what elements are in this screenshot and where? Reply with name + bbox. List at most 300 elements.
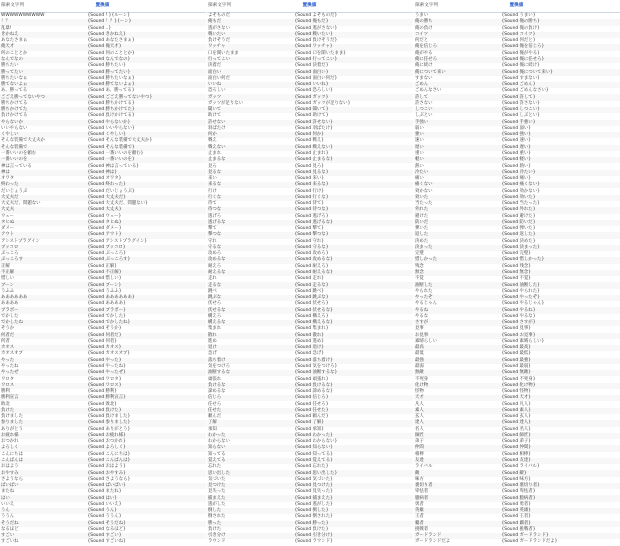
cell-replacement[interactable]: {Sound 俺の勝ち} xyxy=(501,19,540,25)
cell-replacement[interactable]: {Sound カオス} xyxy=(87,345,122,351)
table-row[interactable] xyxy=(0,452,206,458)
cell-replacement[interactable]: {Sound 勝った} xyxy=(294,520,329,526)
table-row[interactable] xyxy=(207,383,413,389)
table-row[interactable] xyxy=(207,539,413,545)
table-row[interactable] xyxy=(207,470,413,476)
cell-replacement[interactable]: {Sound 何のこととか} xyxy=(87,50,135,56)
table-row[interactable] xyxy=(207,63,413,69)
cell-replacement[interactable]: {Sound ダメー} xyxy=(87,226,122,232)
cell-search-string[interactable]: ワロタ xyxy=(1,376,15,382)
cell-replacement[interactable]: {Sound 負けそうだ} xyxy=(294,38,338,44)
table-row[interactable] xyxy=(414,333,620,339)
cell-search-string[interactable]: きかねえ xyxy=(1,31,19,37)
cell-replacement[interactable]: {Sound 逃げるな} xyxy=(294,219,333,225)
cell-replacement[interactable]: {Sound 決めた} xyxy=(501,238,536,244)
column-header-search-string[interactable]: 探索文字列 xyxy=(415,3,438,8)
cell-search-string[interactable]: うまい xyxy=(415,13,429,19)
table-row[interactable] xyxy=(0,333,206,339)
cell-replacement[interactable]: {Sound 許せない} xyxy=(294,119,333,125)
table-row[interactable] xyxy=(207,289,413,295)
cell-search-string[interactable]: 何だと xyxy=(415,38,429,44)
cell-search-string[interactable]: はい xyxy=(1,495,10,501)
table-row[interactable] xyxy=(0,19,206,25)
cell-search-string[interactable]: しつこい xyxy=(415,107,433,113)
cell-replacement[interactable]: {Sound 冷たい} xyxy=(501,169,536,175)
cell-search-string[interactable]: ああああああ xyxy=(1,295,28,301)
cell-replacement[interactable]: {Sound 速い} xyxy=(501,138,532,144)
cell-replacement[interactable]: {Sound やらないか} xyxy=(87,119,131,125)
table-row[interactable] xyxy=(414,282,620,288)
cell-replacement[interactable]: {Sound 来るな} xyxy=(294,182,329,188)
table-row[interactable] xyxy=(0,170,206,176)
cell-search-string[interactable]: 俺もだ xyxy=(208,19,222,25)
cell-search-string[interactable]: ガッツが足りない xyxy=(208,100,244,106)
cell-replacement[interactable]: {Sound 効いた} xyxy=(501,194,536,200)
cell-search-string[interactable]: 恐ろしい xyxy=(208,88,226,94)
table-row[interactable] xyxy=(0,401,206,407)
table-row[interactable] xyxy=(414,464,620,470)
table-row[interactable] xyxy=(0,420,206,426)
cell-replacement[interactable]: {Sound おやすみ} xyxy=(87,470,126,476)
cell-replacement[interactable]: {Sound 敗北} xyxy=(87,401,118,407)
cell-replacement[interactable]: {Sound 不覚} xyxy=(501,276,532,282)
cell-replacement[interactable]: {Sound 凡人} xyxy=(501,401,532,407)
cell-search-string[interactable]: 素人 xyxy=(415,407,424,413)
cell-search-string[interactable]: 俺を信じろ xyxy=(415,44,437,50)
cell-replacement[interactable]: {Sound 化け物} xyxy=(501,382,536,388)
cell-search-string[interactable]: 敗北 xyxy=(1,401,10,407)
table-row[interactable] xyxy=(0,51,206,57)
table-row[interactable] xyxy=(414,232,620,238)
cell-replacement[interactable]: {Sound 裏切り者} xyxy=(501,483,540,489)
cell-replacement[interactable]: {Sound 俺に任せろ} xyxy=(501,56,545,62)
table-row[interactable] xyxy=(207,69,413,75)
cell-search-string[interactable]: 神は xyxy=(1,169,10,175)
cell-replacement[interactable]: {Sound ガードランド} xyxy=(501,533,549,539)
table-row[interactable] xyxy=(207,232,413,238)
table-row[interactable] xyxy=(207,163,413,169)
table-row[interactable] xyxy=(207,170,413,176)
cell-search-string[interactable]: すごい xyxy=(1,533,15,539)
cell-search-string[interactable]: おはよう xyxy=(1,464,19,470)
cell-search-string[interactable]: 俺について来い xyxy=(415,69,446,75)
cell-replacement[interactable]: {Sound 参りました} xyxy=(87,420,131,426)
cell-search-string[interactable]: 最強 xyxy=(415,357,424,363)
cell-search-string[interactable]: 何者だ xyxy=(1,332,15,338)
cell-replacement[interactable]: {Sound 恐ろしい} xyxy=(294,88,333,94)
table-row[interactable] xyxy=(0,163,206,169)
cell-replacement[interactable]: {Sound ブッコロ} xyxy=(87,244,126,250)
cell-search-string[interactable]: やった xyxy=(1,357,15,363)
cell-search-string[interactable]: やるな xyxy=(415,313,429,319)
cell-replacement[interactable]: {Sound 構えろ} xyxy=(294,313,329,319)
cell-replacement[interactable]: {Sound 最高} xyxy=(501,345,532,351)
cell-replacement[interactable]: {Sound 許さない} xyxy=(501,100,540,106)
table-row[interactable] xyxy=(414,69,620,75)
cell-search-string[interactable]: 参りました xyxy=(1,420,23,426)
cell-search-string[interactable]: 弱い xyxy=(415,125,424,131)
cell-replacement[interactable]: {Sound 行け} xyxy=(294,188,325,194)
table-row[interactable] xyxy=(0,351,206,357)
cell-search-string[interactable]: 卑怯者 xyxy=(415,489,429,495)
cell-replacement[interactable]: {Sound 最弱} xyxy=(501,364,532,369)
cell-search-string[interactable]: やるね xyxy=(415,307,429,313)
cell-search-string[interactable]: 面白い xyxy=(208,69,222,75)
cell-replacement[interactable]: {Sound 何者} xyxy=(87,338,118,344)
cell-replacement[interactable]: {Sound ああああ} xyxy=(87,301,126,307)
cell-search-string[interactable]: 師匠 xyxy=(415,432,424,438)
cell-search-string[interactable]: ごごえ勝ってないやつ xyxy=(1,94,45,100)
cell-replacement[interactable]: {Sound コイツ} xyxy=(501,31,536,37)
table-row[interactable] xyxy=(0,88,206,94)
cell-replacement[interactable]: {Sound 玄人} xyxy=(501,414,532,420)
cell-search-string[interactable]: 任せろ xyxy=(208,401,222,407)
table-row[interactable] xyxy=(207,145,413,151)
cell-search-string[interactable]: 捕まえた xyxy=(208,495,226,501)
cell-replacement[interactable]: {Sound 止まれ} xyxy=(294,150,329,156)
cell-search-string[interactable]: アシストプラグイン xyxy=(1,238,40,244)
cell-search-string[interactable]: コイツ xyxy=(415,31,429,37)
cell-replacement[interactable]: {Sound 弾いた} xyxy=(501,226,536,232)
table-row[interactable] xyxy=(207,157,413,163)
cell-replacement[interactable]: {Sound 痛くない} xyxy=(501,182,540,188)
cell-search-string[interactable]: ブッコロ xyxy=(1,244,19,250)
cell-search-string[interactable]: 名人 xyxy=(415,426,424,432)
cell-search-string[interactable]: いいやらない xyxy=(1,125,28,131)
cell-replacement[interactable]: {Sound うまい} xyxy=(501,13,536,19)
cell-search-string[interactable]: こんにちは xyxy=(1,451,23,457)
cell-replacement[interactable]: {Sound 負けかけてる} xyxy=(87,113,135,119)
cell-replacement[interactable]: {Sound 王者} xyxy=(501,514,532,520)
cell-search-string[interactable]: 弾いた xyxy=(415,226,429,232)
table-row[interactable] xyxy=(207,138,413,144)
cell-replacement[interactable]: {Sound そんな装備で大丈夫か} xyxy=(87,138,153,144)
cell-replacement[interactable]: {Sound 跳べ} xyxy=(294,288,325,294)
table-row[interactable] xyxy=(207,489,413,495)
cell-search-string[interactable]: 落ち着け xyxy=(208,357,226,363)
cell-replacement[interactable]: {Sound 止まるな} xyxy=(294,157,333,163)
cell-search-string[interactable]: 決めた xyxy=(415,238,429,244)
cell-search-string[interactable]: 許せない xyxy=(208,119,226,125)
cell-search-string[interactable]: 速い xyxy=(415,138,424,144)
cell-search-string[interactable]: 倒した xyxy=(208,508,222,514)
cell-search-string[interactable]: さすが xyxy=(415,320,429,326)
cell-search-string[interactable]: 負けた xyxy=(208,526,222,532)
table-row[interactable] xyxy=(207,358,413,364)
table-row[interactable] xyxy=(0,376,206,382)
cell-replacement[interactable]: {Sound ウェー} xyxy=(87,213,122,219)
cell-replacement[interactable]: {Sound あ、勝ってる} xyxy=(87,88,135,94)
cell-replacement[interactable]: {Sound 走れ} xyxy=(294,276,325,282)
cell-replacement[interactable]: {Sound でかしたね} xyxy=(87,320,131,326)
cell-replacement[interactable]: {Sound 勝ちかけてる} xyxy=(87,100,135,106)
cell-replacement[interactable]: {Sound やったぜ} xyxy=(87,370,126,376)
cell-replacement[interactable]: {Sound やられた} xyxy=(501,288,540,294)
cell-replacement[interactable]: {Sound ..} xyxy=(87,25,112,31)
cell-replacement[interactable]: {Sound 勝ってたい} xyxy=(87,69,131,75)
cell-replacement[interactable]: {Sound 油断した} xyxy=(501,282,540,288)
cell-search-string[interactable]: 思い出した xyxy=(208,470,230,476)
cell-replacement[interactable]: {Sound 大丈夫だ} xyxy=(87,194,126,200)
table-row[interactable] xyxy=(414,470,620,476)
cell-search-string[interactable]: タヒぬ xyxy=(1,219,15,225)
cell-replacement[interactable]: {Sound 羽ばたけ} xyxy=(294,125,333,131)
cell-search-string[interactable]: 行くな xyxy=(208,194,222,200)
column-header-replacement[interactable]: 置換値 xyxy=(509,3,524,8)
cell-replacement[interactable]: {Sound 行ってこい} xyxy=(294,56,338,62)
cell-search-string[interactable]: 頑張れ xyxy=(208,376,222,382)
cell-search-string[interactable]: 一番いいのを xyxy=(1,157,28,163)
table-row[interactable] xyxy=(207,464,413,470)
cell-replacement[interactable]: {Sound 倒された} xyxy=(294,514,333,520)
cell-replacement[interactable]: {Sound 頑張れ} xyxy=(294,376,329,382)
cell-replacement[interactable]: {Sound オワタ} xyxy=(87,176,122,182)
table-row[interactable] xyxy=(0,326,206,332)
cell-replacement[interactable]: {Sound 見つけた} xyxy=(294,483,333,489)
cell-search-string[interactable]: 行ってこい xyxy=(208,56,230,62)
cell-replacement[interactable]: {Sound 逃げろ} xyxy=(294,213,329,219)
table-row[interactable] xyxy=(414,170,620,176)
cell-search-string[interactable]: あ、勝ってる xyxy=(1,88,28,94)
column-header-replacement[interactable]: 置換値 xyxy=(302,3,317,8)
cell-search-string[interactable]: 決まった xyxy=(415,244,433,250)
cell-replacement[interactable]: {Sound 勝ちたい} xyxy=(87,63,126,69)
cell-replacement[interactable]: {Sound 見事} xyxy=(501,326,532,332)
table-row[interactable] xyxy=(0,63,206,69)
cell-replacement[interactable]: {Sound 返した} xyxy=(501,232,536,238)
cell-replacement[interactable]: {Sound 効かない} xyxy=(501,188,540,194)
cell-search-string[interactable]: ガードランドだよ xyxy=(415,539,451,545)
table-row[interactable] xyxy=(0,301,206,307)
cell-search-string[interactable]: 効いた xyxy=(415,194,429,200)
table-row[interactable] xyxy=(414,427,620,433)
table-row[interactable] xyxy=(0,188,206,194)
cell-replacement[interactable]: {Sound 口を開いたまま} xyxy=(294,50,347,56)
cell-search-string[interactable]: 承知 xyxy=(208,426,217,432)
cell-search-string[interactable]: 来い xyxy=(208,176,217,182)
cell-search-string[interactable]: 勝ってたい xyxy=(1,69,23,75)
cell-replacement[interactable]: {Sound 俺に続け} xyxy=(501,63,540,69)
table-row[interactable] xyxy=(0,120,206,126)
cell-search-string[interactable]: 逃がした xyxy=(208,501,226,507)
cell-search-string[interactable]: ううん xyxy=(1,514,15,520)
cell-search-string[interactable]: わからない xyxy=(208,439,230,445)
cell-search-string[interactable]: 止まれ xyxy=(208,150,222,156)
cell-search-string[interactable]: 戦え xyxy=(208,138,217,144)
table-row[interactable] xyxy=(414,307,620,313)
table-row[interactable] xyxy=(414,370,620,376)
table-row[interactable] xyxy=(0,138,206,144)
cell-search-string[interactable]: 味方 xyxy=(415,476,424,482)
cell-search-string[interactable]: ぶっころ xyxy=(1,251,19,257)
cell-replacement[interactable]: {Sound 最低} xyxy=(501,351,532,357)
cell-replacement[interactable]: {Sound ブーン} xyxy=(87,282,122,288)
cell-search-string[interactable]: いいね xyxy=(208,82,222,88)
table-row[interactable] xyxy=(414,489,620,495)
cell-search-string[interactable]: 助けて xyxy=(208,113,222,119)
cell-replacement[interactable]: {Sound お疲れ様} xyxy=(87,432,126,438)
table-row[interactable] xyxy=(414,63,620,69)
cell-replacement[interactable]: {Sound 負けるな} xyxy=(294,382,333,388)
cell-search-string[interactable]: 俺天才 xyxy=(1,44,15,50)
cell-replacement[interactable]: {Sound ! }{ルーン} xyxy=(87,13,131,19)
table-row[interactable] xyxy=(207,445,413,451)
cell-replacement[interactable]: {Sound 伏せるな} xyxy=(294,307,333,313)
cell-replacement[interactable]: {Sound 逃がした} xyxy=(294,501,333,507)
table-row[interactable] xyxy=(207,239,413,245)
cell-replacement[interactable]: {Sound タヒぬ} xyxy=(87,219,122,225)
table-row[interactable] xyxy=(414,358,620,364)
cell-search-string[interactable]: ごめんなさい xyxy=(415,88,442,94)
cell-search-string[interactable]: 当たった xyxy=(415,201,433,207)
cell-search-string[interactable]: 勝ちかけてる xyxy=(1,100,28,106)
cell-search-string[interactable]: 走るな xyxy=(208,282,222,288)
cell-search-string[interactable]: 勝ちたい xyxy=(1,63,19,69)
table-row[interactable] xyxy=(207,452,413,458)
cell-search-string[interactable]: 王者 xyxy=(415,514,424,520)
table-row[interactable] xyxy=(207,88,413,94)
cell-replacement[interactable]: {Sound 見るな} xyxy=(294,169,329,175)
cell-search-string[interactable]: 口を開いたまま xyxy=(208,50,239,56)
cell-replacement[interactable]: {Sound 師匠} xyxy=(501,432,532,438)
cell-search-string[interactable]: 耐えろ xyxy=(208,263,222,269)
cell-search-string[interactable]: 勝ちたいなぁ xyxy=(1,75,28,81)
cell-replacement[interactable]: {Sound 決着だ} xyxy=(294,63,329,69)
cell-replacement[interactable]: {Sound 無敵} xyxy=(501,370,532,376)
cell-replacement[interactable]: {Sound 敵} xyxy=(501,470,527,476)
cell-replacement[interactable]: {Sound ううん} xyxy=(87,514,122,520)
cell-replacement[interactable]: {Sound よそものだ} xyxy=(294,13,338,19)
table-row[interactable] xyxy=(0,489,206,495)
cell-replacement[interactable]: {Sound 仲間} xyxy=(501,445,532,451)
cell-search-string[interactable]: 挑戦者 xyxy=(415,526,429,532)
table-row[interactable] xyxy=(207,207,413,213)
table-row[interactable] xyxy=(207,351,413,357)
cell-search-string[interactable]: 達人 xyxy=(415,420,424,426)
cell-replacement[interactable]: {Sound ごめんなさい} xyxy=(501,88,549,94)
cell-search-string[interactable]: ごめん xyxy=(415,82,429,88)
cell-replacement[interactable]: {Sound 攻めるな} xyxy=(294,257,333,263)
table-row[interactable] xyxy=(414,289,620,295)
cell-replacement[interactable]: {Sound 何者だ} xyxy=(87,332,122,338)
table-row[interactable] xyxy=(414,76,620,82)
cell-replacement[interactable]: {Sound やるじゃん} xyxy=(501,301,545,307)
cell-replacement[interactable]: {Sound ワッチャ} xyxy=(294,44,333,50)
cell-search-string[interactable]: お疲れ様 xyxy=(1,432,19,438)
cell-search-string[interactable]: 勝利 xyxy=(1,389,10,395)
cell-replacement[interactable]: {Sound わからない} xyxy=(294,439,338,445)
cell-search-string[interactable]: 見事 xyxy=(415,326,424,332)
cell-search-string[interactable]: 強い xyxy=(415,132,424,138)
cell-search-string[interactable]: 知らない xyxy=(208,445,226,451)
cell-search-string[interactable]: 最低 xyxy=(415,351,424,357)
cell-replacement[interactable]: {Sound 散れ} xyxy=(294,332,325,338)
cell-search-string[interactable]: 撃て xyxy=(208,226,217,232)
table-row[interactable] xyxy=(207,521,413,527)
cell-replacement[interactable]: {Sound 正解} xyxy=(87,263,118,269)
cell-replacement[interactable]: {Sound さようなら} xyxy=(87,476,131,482)
table-row[interactable] xyxy=(207,120,413,126)
cell-replacement[interactable]: {Sound 勝てないよぉ} xyxy=(87,82,135,88)
cell-replacement[interactable]: {Sound 知らない} xyxy=(294,445,333,451)
cell-replacement[interactable]: {Sound 素人} xyxy=(501,407,532,413)
table-row[interactable] xyxy=(0,182,206,188)
cell-replacement[interactable]: {Sound おはよう} xyxy=(87,464,126,470)
cell-search-string[interactable]: おやすみ xyxy=(1,470,19,476)
table-row[interactable] xyxy=(0,232,206,238)
cell-search-string[interactable]: 俺がやる xyxy=(415,50,433,56)
table-row[interactable] xyxy=(414,188,620,194)
cell-replacement[interactable]: {Sound 弟子} xyxy=(501,439,532,445)
cell-replacement[interactable]: {Sound 戦え} xyxy=(294,138,325,144)
cell-search-string[interactable]: よそものだ xyxy=(208,13,230,19)
cell-search-string[interactable]: 神は言っている xyxy=(1,163,32,169)
cell-search-string[interactable]: 知ってる xyxy=(208,451,226,457)
cell-search-string[interactable]: よろしく xyxy=(1,445,19,451)
cell-replacement[interactable]: {Sound カオスオブ} xyxy=(87,351,131,357)
cell-replacement[interactable]: {Sound 行くな} xyxy=(294,194,329,200)
cell-replacement[interactable]: {Sound 挑戦者} xyxy=(501,526,536,532)
cell-replacement[interactable]: {Sound 集まれ} xyxy=(294,326,329,332)
cell-replacement[interactable]: {Sound 痛い} xyxy=(501,176,532,182)
table-row[interactable] xyxy=(0,289,206,295)
table-row[interactable] xyxy=(414,214,620,220)
cell-replacement[interactable]: {Sound 軽い} xyxy=(501,157,532,163)
table-row[interactable] xyxy=(207,376,413,382)
table-row[interactable] xyxy=(207,51,413,57)
table-row[interactable] xyxy=(0,94,206,100)
cell-replacement[interactable]: {Sound 耐えろ} xyxy=(294,263,329,269)
cell-search-string[interactable]: 臆病者 xyxy=(415,495,429,501)
cell-replacement[interactable]: {Sound 見ろ} xyxy=(294,163,325,169)
cell-search-string[interactable]: ガッツ xyxy=(208,94,222,100)
table-row[interactable] xyxy=(207,94,413,100)
cell-search-string[interactable]: ウェー xyxy=(1,213,14,219)
cell-search-string[interactable]: 手強い xyxy=(415,119,429,125)
column-header-search-string[interactable]: 探索文字列 xyxy=(208,3,231,8)
table-row[interactable] xyxy=(414,376,620,382)
cell-replacement[interactable]: {Sound アシストプラグイン} xyxy=(87,238,148,244)
cell-replacement[interactable]: {Sound おつかれ} xyxy=(87,439,126,445)
cell-search-string[interactable]: ガードランド xyxy=(415,533,442,539)
cell-search-string[interactable]: 何者 xyxy=(1,338,10,344)
cell-search-string[interactable]: さようなら xyxy=(1,476,23,482)
cell-search-string[interactable]: 見ろ xyxy=(208,163,217,169)
table-row[interactable] xyxy=(0,477,206,483)
cell-replacement[interactable]: {Sound 友達} xyxy=(501,457,532,463)
cell-search-string[interactable]: 了解 xyxy=(208,420,217,426)
cell-search-string[interactable]: 弟子 xyxy=(415,439,424,445)
cell-search-string[interactable]: 許して xyxy=(415,94,429,100)
cell-replacement[interactable]: {Sound そうか} xyxy=(87,326,122,332)
cell-search-string[interactable]: 待つな xyxy=(208,207,222,213)
cell-search-string[interactable]: 構えるな xyxy=(208,320,226,326)
cell-search-string[interactable]: 大丈夫だ、問題ない xyxy=(1,201,41,207)
cell-search-string[interactable]: 諦めるな xyxy=(208,389,226,395)
table-row[interactable] xyxy=(414,145,620,151)
cell-replacement[interactable]: {Sound はい} xyxy=(87,495,118,501)
table-row[interactable] xyxy=(207,333,413,339)
cell-search-string[interactable]: ああああ xyxy=(1,301,19,307)
cell-search-string[interactable]: 待て xyxy=(208,201,217,207)
cell-replacement[interactable]: {Sound 助けて} xyxy=(294,113,329,119)
table-row[interactable] xyxy=(414,539,620,545)
cell-search-string[interactable]: すごいね xyxy=(1,539,19,545)
cell-search-string[interactable]: うふふ xyxy=(1,288,15,294)
cell-replacement[interactable]: {Sound 神は言っている} xyxy=(87,163,140,169)
table-row[interactable] xyxy=(0,145,206,151)
cell-replacement[interactable]: {Sound きかねえ} xyxy=(87,31,126,37)
